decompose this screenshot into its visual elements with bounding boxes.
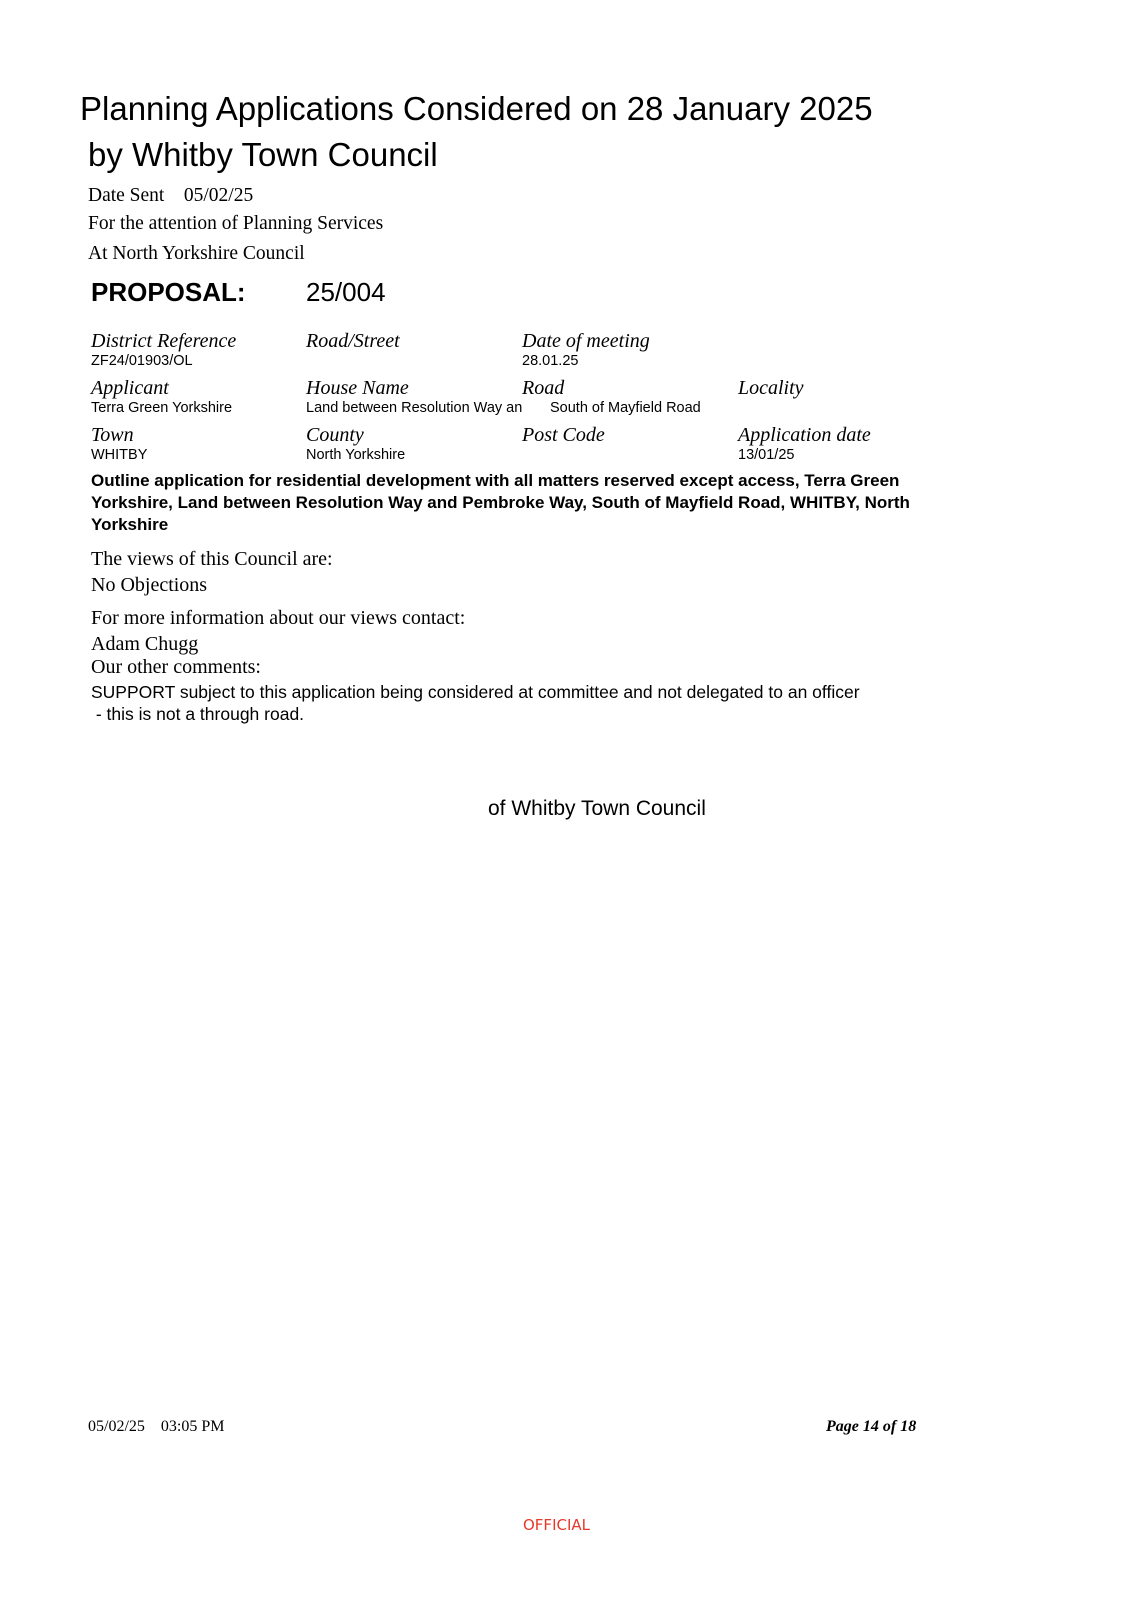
page-number: Page 14 of 18 <box>826 1418 917 1435</box>
comments-line-1: SUPPORT subject to this application being considered at committee and not delegated to an officer <box>91 682 860 702</box>
signature-line: of Whitby Town Council <box>488 797 706 820</box>
county-label: County <box>306 424 364 446</box>
views-value: No Objections <box>91 574 208 596</box>
application-date-label: Application date <box>738 424 871 446</box>
contact-name: Adam Chugg <box>91 633 199 655</box>
applicant-value: Terra Green Yorkshire <box>91 400 233 416</box>
road-street-label: Road/Street <box>306 330 400 352</box>
page-title-line-2: by Whitby Town Council <box>88 136 438 173</box>
post-code-label: Post Code <box>522 424 605 446</box>
road-label: Road <box>522 377 565 399</box>
proposal-description: Outline application for residential development with all matters reserved except access, Terra Green Yorkshire, Land between Resolution Way and Pembroke Way, South of Mayfield Road, WHITBY, North Yorkshire <box>91 471 910 534</box>
contact-heading: For more information about our views contact: <box>91 607 466 629</box>
footer-datetime: 05/02/25 03:05 PM <box>88 1418 225 1435</box>
road-value: South of Mayfield Road <box>550 400 701 416</box>
comments-line-2: - this is not a through road. <box>91 704 305 724</box>
attention-line: For the attention of Planning Services <box>88 213 384 234</box>
county-value: North Yorkshire <box>306 447 406 463</box>
proposal-number: 25/004 <box>306 277 386 307</box>
council-line: At North Yorkshire Council <box>88 243 305 264</box>
application-date-value: 13/01/25 <box>738 447 795 463</box>
district-reference-value: ZF24/01903/OL <box>91 353 193 369</box>
page-title-line-1: Planning Applications Considered on 28 January 2025 <box>80 90 873 127</box>
house-name-value: Land between Resolution Way an <box>306 400 523 416</box>
house-name-label: House Name <box>306 377 409 399</box>
date-of-meeting-value: 28.01.25 <box>522 353 579 369</box>
date-sent: Date Sent 05/02/25 <box>88 185 254 206</box>
applicant-label: Applicant <box>91 377 169 399</box>
proposal-label: PROPOSAL: <box>91 277 246 307</box>
date-of-meeting-label: Date of meeting <box>522 330 650 352</box>
district-reference-label: District Reference <box>91 330 237 352</box>
locality-label: Locality <box>738 377 804 399</box>
town-value: WHITBY <box>91 447 148 463</box>
town-label: Town <box>91 424 134 446</box>
classification-label: OFFICIAL <box>523 1516 591 1534</box>
views-heading: The views of this Council are: <box>91 548 333 570</box>
comments-heading: Our other comments: <box>91 656 261 678</box>
